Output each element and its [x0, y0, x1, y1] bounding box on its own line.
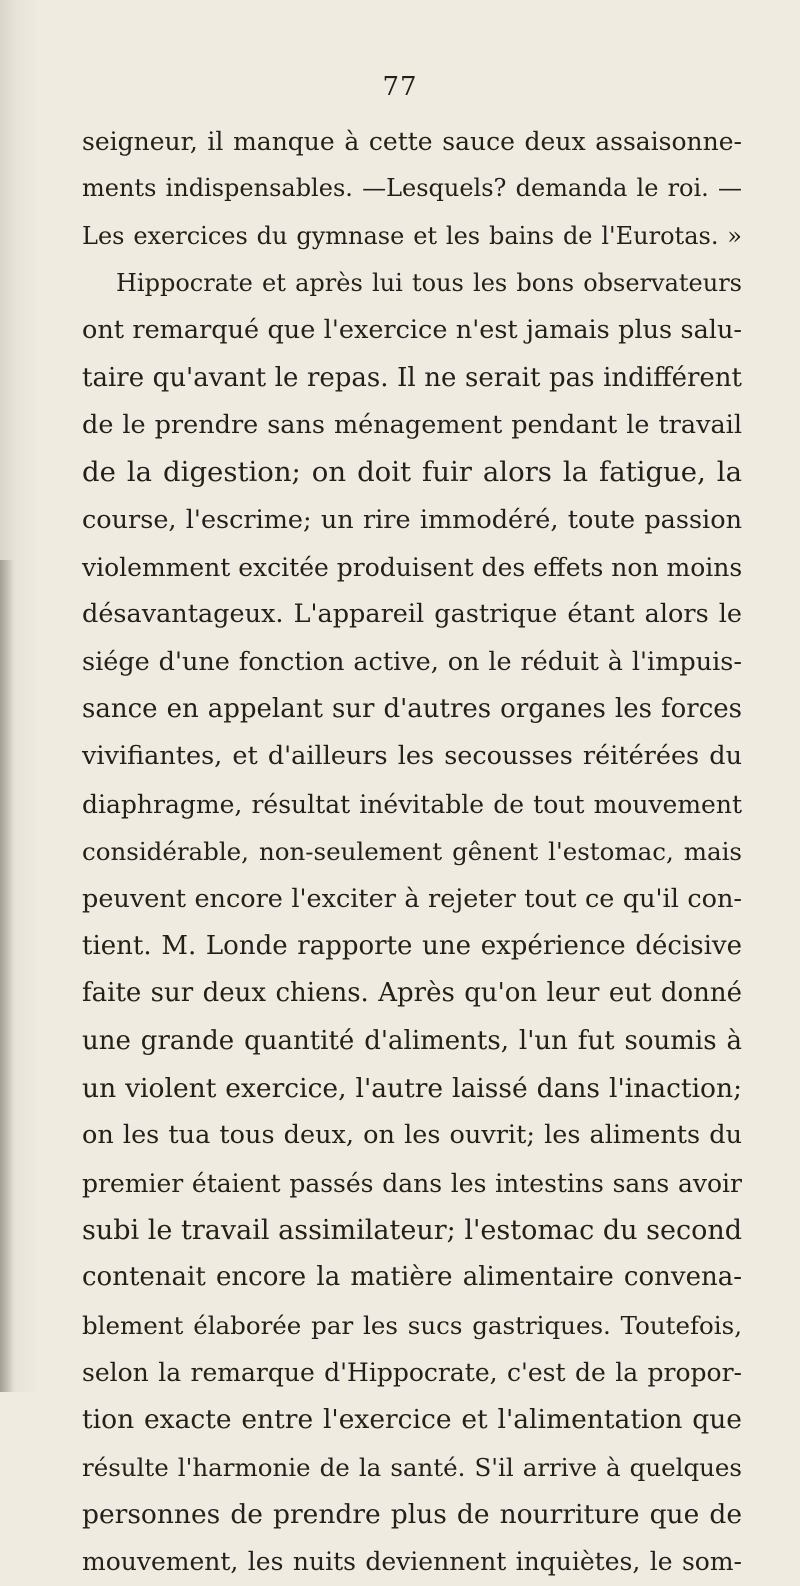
- text-line: un violent exercice, l'autre laissé dans l'inaction;: [82, 1072, 742, 1104]
- text-line: désavantageux. L'appareil gastrique étant alors le: [82, 599, 742, 630]
- text-line: contenait encore la matière alimentaire convena-: [82, 1262, 742, 1293]
- text-line: premier étaient passés dans les intestins sans avoir: [82, 1168, 742, 1198]
- text-line: tion exacte entre l'exercice et l'alimentation que: [82, 1404, 742, 1436]
- text-line: résulte l'harmonie de la santé. S'il arrive à quelques: [82, 1452, 742, 1482]
- text-line: subi le travail assimilateur; l'estomac du second: [82, 1214, 742, 1246]
- text-line: mouvement, les nuits deviennent inquiètes, le som-: [82, 1547, 742, 1577]
- text-line: vivifiantes, et d'ailleurs les secousses réitérées du: [82, 741, 742, 772]
- text-line: siége d'une fonction active, on le réduit à l'impuis-: [82, 646, 742, 677]
- text-line: violemment excitée produisent des effets non moins: [82, 553, 743, 583]
- text-line: peuvent encore l'exciter à rejeter tout ce qu'il con-: [82, 883, 742, 914]
- text-line: ont remarqué que l'exercice n'est jamais plus salu-: [82, 315, 742, 346]
- text-line: on les tua tous deux, on les ouvrit; les aliments du: [82, 1120, 742, 1151]
- text-line: faite sur deux chiens. Après qu'on leur eut donné: [82, 978, 742, 1009]
- text-line: blement élaborée par les sucs gastriques. Toutefois,: [82, 1310, 742, 1340]
- text-line: de le prendre sans ménagement pendant le travail: [82, 410, 742, 441]
- text-line: diaphragme, résultat inévitable de tout mouvement: [82, 789, 742, 819]
- text-line: sance en appelant sur d'autres organes les forces: [82, 694, 742, 725]
- text-line: ments indispensables. —Lesquels? demanda le roi. —: [82, 174, 742, 203]
- page-number: 77: [382, 72, 418, 102]
- text-line: course, l'escrime; un rire immodéré, toute passion: [82, 504, 742, 535]
- text-line: personnes de prendre plus de nourriture que de: [82, 1498, 742, 1530]
- body-text: [82, 118, 742, 1586]
- text-line: Les exercices du gymnase et les bains de l'Eurotas. »: [82, 221, 742, 250]
- binding-shadow: [0, 560, 14, 1392]
- paragraph-start-line: Hippocrate et après lui tous les bons observateurs: [116, 269, 742, 298]
- text-line: seigneur, il manque à cette sauce deux assaisonne-: [82, 127, 742, 156]
- text-line: considérable, non-seulement gênent l'estomac, mais: [82, 837, 742, 867]
- text-line: tient. M. Londe rapporte une expérience décisive: [82, 930, 742, 961]
- text-line: selon la remarque d'Hippocrate, c'est de la propor-: [82, 1357, 742, 1387]
- text-line: de la digestion; on doit fuir alors la fatigue, la: [82, 456, 742, 489]
- text-line: taire qu'avant le repas. Il ne serait pas indifférent: [82, 362, 742, 393]
- text-line: une grande quantité d'aliments, l'un fut soumis à: [82, 1025, 742, 1056]
